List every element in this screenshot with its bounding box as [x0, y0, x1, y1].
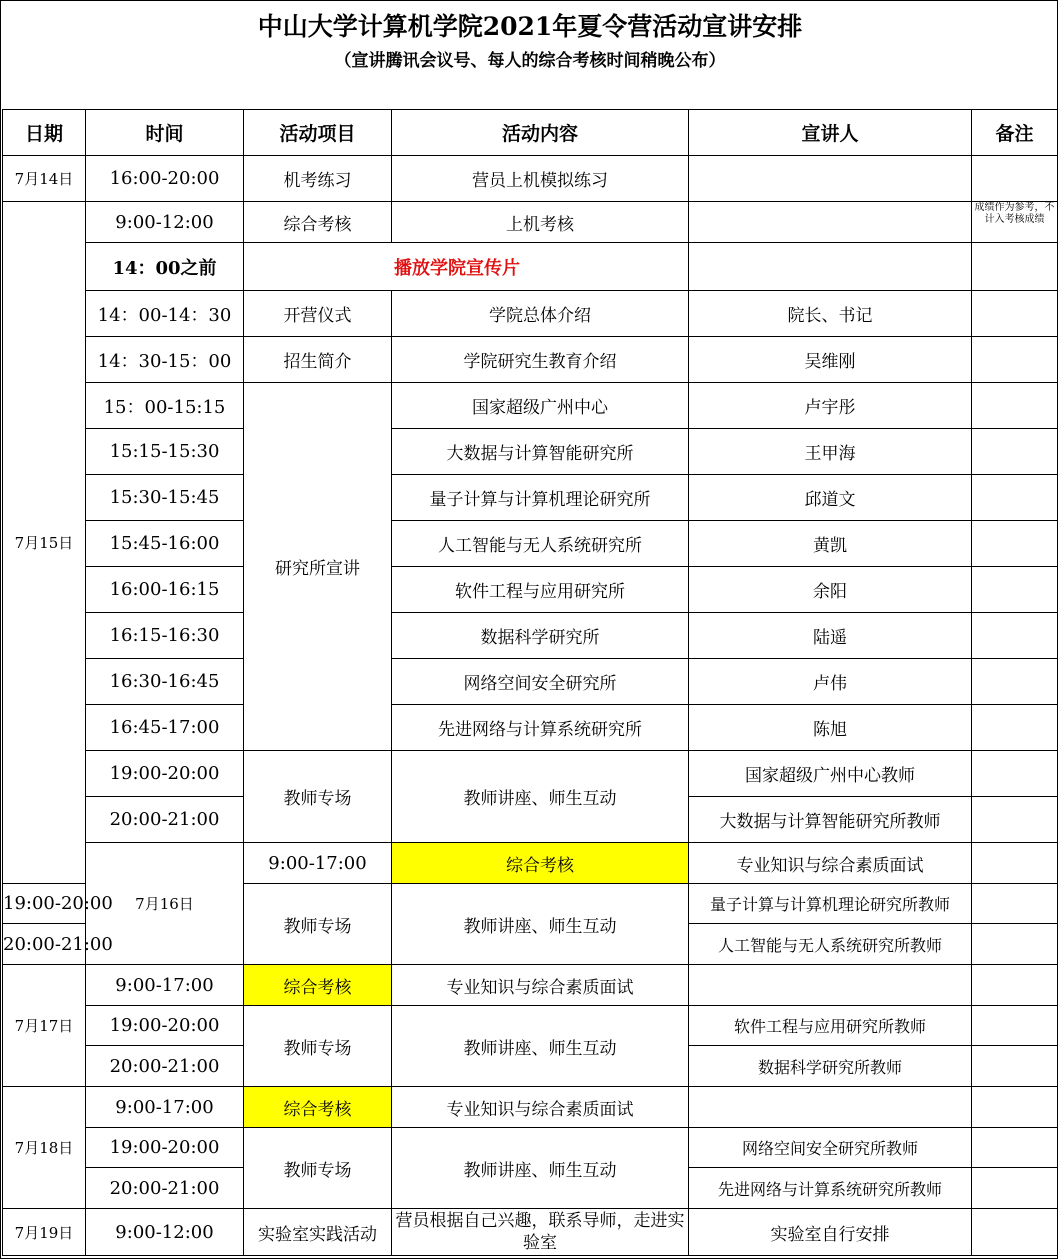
table-row	[3, 1209, 1058, 1256]
speaker-cell: 余阳	[689, 567, 972, 613]
item-cell: 开营仪式	[244, 291, 392, 337]
speaker-cell	[689, 1087, 972, 1128]
speaker-cell: 数据科学研究所教师	[689, 1046, 972, 1087]
table-row	[3, 965, 1058, 1006]
speaker-cell: 院长、书记	[689, 291, 972, 337]
table-row	[3, 751, 1058, 797]
content-cell: 教师讲座、师生互动	[392, 751, 689, 843]
table-row	[3, 475, 1058, 521]
time-cell: 14：30-15：00	[86, 337, 244, 383]
table-row	[3, 843, 1058, 884]
time-cell: 16:15-16:30	[86, 613, 244, 659]
content-cell: 营员上机模拟练习	[392, 156, 689, 202]
table-row	[3, 567, 1058, 613]
header-speaker: 宣讲人	[689, 110, 972, 156]
time-cell: 19:00-20:00	[86, 751, 244, 797]
page-title: 中山大学计算机学院2021年夏令营活动宣讲安排	[257, 12, 803, 41]
note-cell	[972, 383, 1058, 429]
item-cell-highlighted: 综合考核	[244, 1087, 392, 1128]
speaker-cell	[972, 843, 1058, 884]
item-cell: 教师专场	[244, 1128, 392, 1209]
content-cell: 数据科学研究所	[392, 613, 689, 659]
time-cell: 15:45-16:00	[86, 521, 244, 567]
note-cell	[972, 965, 1058, 1006]
time-cell: 20:00-21:00	[3, 924, 86, 965]
table-row	[3, 243, 1058, 291]
content-cell: 教师讲座、师生互动	[392, 1128, 689, 1209]
note-cell	[972, 567, 1058, 613]
page-subtitle: （宣讲腾讯会议号、每人的综合考核时间稍晚公布）	[334, 51, 726, 71]
content-cell: 人工智能与无人系统研究所	[392, 521, 689, 567]
content-cell: 大数据与计算智能研究所	[392, 429, 689, 475]
note-cell	[972, 1006, 1058, 1046]
time-cell: 9:00-17:00	[244, 843, 392, 884]
date-cell: 7月18日	[3, 1087, 86, 1209]
time-cell: 16:45-17:00	[86, 705, 244, 751]
date-cell: 7月17日	[3, 965, 86, 1087]
time-cell: 20:00-21:00	[86, 1168, 244, 1209]
table-row	[3, 291, 1058, 337]
time-cell: 19:00-20:00	[86, 1006, 244, 1046]
time-cell: 9:00-12:00	[86, 202, 244, 243]
date-cell: 7月19日	[3, 1209, 86, 1256]
content-cell: 学院总体介绍	[392, 291, 689, 337]
time-cell: 14：00之前	[86, 243, 244, 291]
time-cell: 15:15-15:30	[86, 429, 244, 475]
date-cell: 7月15日	[3, 202, 86, 884]
content-cell: 量子计算与计算机理论研究所	[392, 475, 689, 521]
note-cell	[972, 1087, 1058, 1128]
note-cell	[972, 1128, 1058, 1168]
item-cell-highlighted: 综合考核	[392, 843, 689, 884]
content-cell: 专业知识与综合素质面试	[392, 1087, 689, 1128]
item-cell: 机考练习	[244, 156, 392, 202]
schedule-table	[2, 109, 1058, 1256]
item-cell: 招生简介	[244, 337, 392, 383]
note-cell	[972, 1046, 1058, 1087]
note-cell	[972, 751, 1058, 797]
table-row	[3, 1087, 1058, 1128]
content-cell: 上机考核	[392, 202, 689, 243]
note-cell	[972, 521, 1058, 567]
header-item: 活动项目	[244, 110, 392, 156]
table-row	[3, 613, 1058, 659]
item-cell: 实验室实践活动	[244, 1209, 392, 1256]
content-cell: 专业知识与综合素质面试	[392, 965, 689, 1006]
speaker-cell: 王甲海	[689, 429, 972, 475]
speaker-cell: 卢伟	[689, 659, 972, 705]
content-cell: 专业知识与综合素质面试	[689, 843, 972, 884]
content-cell: 教师讲座、师生互动	[392, 884, 689, 965]
date-cell: 7月16日	[86, 843, 244, 965]
table-row	[3, 1006, 1058, 1046]
time-cell: 20:00-21:00	[86, 1046, 244, 1087]
speaker-cell: 卢宇彤	[689, 383, 972, 429]
speaker-cell	[689, 965, 972, 1006]
content-cell: 国家超级广州中心	[392, 383, 689, 429]
note-cell	[972, 797, 1058, 843]
promo-video-cell: 播放学院宣传片	[244, 243, 689, 291]
speaker-cell: 软件工程与应用研究所教师	[689, 1006, 972, 1046]
item-cell: 教师专场	[244, 884, 392, 965]
note-cell	[972, 337, 1058, 383]
table-row	[3, 337, 1058, 383]
note-cell	[972, 924, 1058, 965]
table-header-row	[3, 110, 1058, 156]
speaker-cell: 邱道文	[689, 475, 972, 521]
speaker-cell: 大数据与计算智能研究所教师	[689, 797, 972, 843]
note-cell: 成绩作为参考，不计入考核成绩	[972, 202, 1058, 243]
header-date: 日期	[3, 110, 86, 156]
speaker-cell: 吴维刚	[689, 337, 972, 383]
speaker-cell	[689, 243, 972, 291]
note-cell	[972, 291, 1058, 337]
speaker-cell: 黄凯	[689, 521, 972, 567]
time-cell: 16:00-20:00	[86, 156, 244, 202]
note-cell	[972, 475, 1058, 521]
time-cell: 15:30-15:45	[86, 475, 244, 521]
content-cell: 营员根据自己兴趣，联系导师，走进实验室	[392, 1209, 689, 1256]
item-cell: 教师专场	[244, 751, 392, 843]
time-cell: 16:30-16:45	[86, 659, 244, 705]
speaker-cell: 量子计算与计算机理论研究所教师	[689, 884, 972, 924]
table-row	[3, 202, 1058, 243]
speaker-cell: 实验室自行安排	[689, 1209, 972, 1256]
note-cell	[972, 613, 1058, 659]
speaker-cell	[689, 202, 972, 243]
content-cell: 网络空间安全研究所	[392, 659, 689, 705]
header-time: 时间	[86, 110, 244, 156]
speaker-cell: 陆遥	[689, 613, 972, 659]
speaker-cell	[689, 156, 972, 202]
note-cell	[972, 1209, 1058, 1256]
time-cell: 9:00-17:00	[86, 1087, 244, 1128]
time-cell: 16:00-16:15	[86, 567, 244, 613]
header-note: 备注	[972, 110, 1058, 156]
time-cell: 9:00-12:00	[86, 1209, 244, 1256]
time-cell: 15：00-15:15	[86, 383, 244, 429]
speaker-cell: 先进网络与计算系统研究所教师	[689, 1168, 972, 1209]
time-cell: 9:00-17:00	[86, 965, 244, 1006]
time-cell: 19:00-20:00	[3, 884, 86, 924]
note-cell	[972, 156, 1058, 202]
table-row	[3, 1128, 1058, 1168]
date-cell: 7月14日	[3, 156, 86, 202]
speaker-cell: 国家超级广州中心教师	[689, 751, 972, 797]
note-cell	[972, 705, 1058, 751]
item-cell: 教师专场	[244, 1006, 392, 1087]
content-cell: 教师讲座、师生互动	[392, 1006, 689, 1087]
item-cell: 研究所宣讲	[244, 383, 392, 751]
table-row	[3, 156, 1058, 202]
content-cell: 学院研究生教育介绍	[392, 337, 689, 383]
note-cell	[972, 659, 1058, 705]
speaker-cell: 陈旭	[689, 705, 972, 751]
note-cell	[972, 243, 1058, 291]
table-row	[3, 383, 1058, 429]
item-cell: 综合考核	[244, 202, 392, 243]
note-cell	[972, 884, 1058, 924]
note-cell	[972, 1168, 1058, 1209]
table-row	[3, 521, 1058, 567]
content-cell: 先进网络与计算系统研究所	[392, 705, 689, 751]
speaker-cell: 网络空间安全研究所教师	[689, 1128, 972, 1168]
item-cell-highlighted: 综合考核	[244, 965, 392, 1006]
table-row	[3, 705, 1058, 751]
content-cell: 软件工程与应用研究所	[392, 567, 689, 613]
table-row	[3, 429, 1058, 475]
speaker-cell: 人工智能与无人系统研究所教师	[689, 924, 972, 965]
time-cell: 14：00-14：30	[86, 291, 244, 337]
note-cell	[972, 429, 1058, 475]
header-content: 活动内容	[392, 110, 689, 156]
time-cell: 19:00-20:00	[86, 1128, 244, 1168]
table-row	[3, 659, 1058, 705]
time-cell: 20:00-21:00	[86, 797, 244, 843]
